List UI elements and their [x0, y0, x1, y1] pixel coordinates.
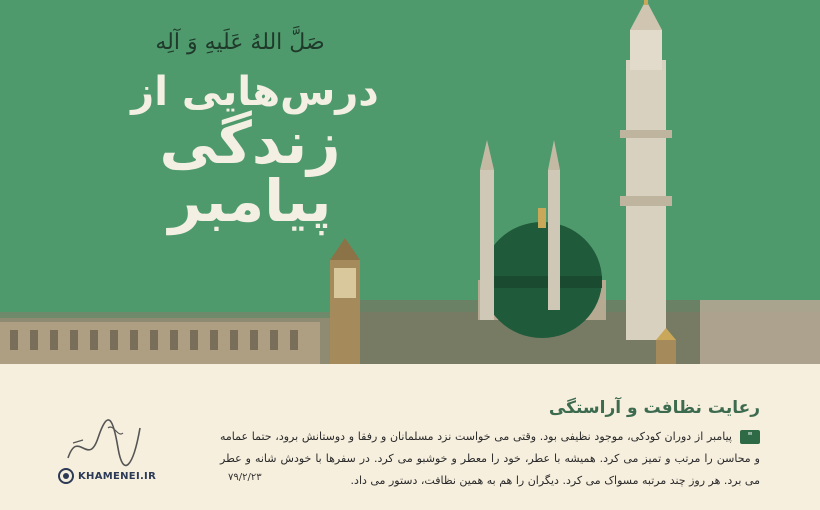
- khamenei-logo[interactable]: [58, 468, 156, 484]
- signature-icon: [58, 398, 148, 478]
- title-line-2: زندگی پیامبر: [159, 109, 341, 235]
- khamenei-logo-icon: [58, 468, 74, 484]
- article-body: [220, 426, 760, 492]
- title-line-1: درس‌هایی از: [131, 69, 379, 115]
- logo-text: KHAMENEI.IR: [78, 470, 157, 482]
- article-heading: رعایت نظافت و آراستگی: [548, 398, 760, 418]
- quote-mark-icon: ": [740, 430, 760, 444]
- salawat-calligraphy: صَلَّ اللهُ عَلَیهِ وَ آلِه: [155, 30, 325, 55]
- article-paragraph: پیامبر از دوران کودکی، موجود نظیفی بود. وقتی می خواست نزد مسلمانان و رفقا و دوستانش برود، حتما عمامه و محاسن را مرتب و تمیز می کرد. همیشه با عطر، خود را معطر و خوشبو می کرد. در سفرها با خودش شانه و عطر می برد. هر روز چند مرتبه مسواک می کرد. دیگران را هم به همین نظافت، دستور می داد.: [220, 430, 760, 487]
- article-date: ۷۹/۲/۲۳: [228, 472, 262, 483]
- text-panel: [0, 364, 820, 510]
